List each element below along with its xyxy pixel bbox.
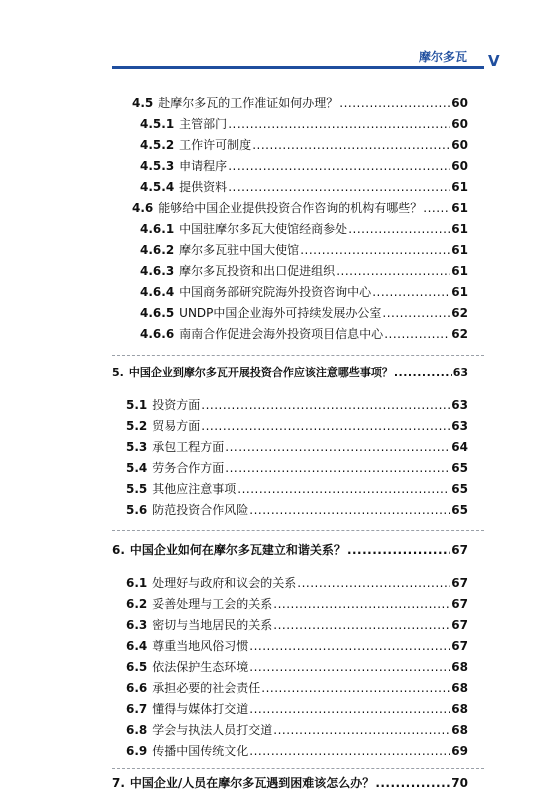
toc-entry-6-8[interactable]: 6.8 学会与执法人员打交道 ..... 68: [126, 723, 468, 738]
toc-chapter-6[interactable]: 6. 中国企业如何在摩尔多瓦建立和谐关系？ ..... 67: [112, 543, 468, 558]
toc-entry-4-6-6[interactable]: 4.6.6 南南合作促进会海外投资项目信息中心 ..... 62: [140, 327, 468, 342]
toc-entry-4-5-4[interactable]: 4.5.4 提供资料 ..... 61: [140, 180, 468, 195]
toc-entry-6-4[interactable]: 6.4 尊重当地风俗习惯 ..... 67: [126, 639, 468, 654]
toc-entry-5-4[interactable]: 5.4 劳务合作方面 ..... 65: [126, 461, 468, 476]
toc-entry-4-6-3[interactable]: 4.6.3 摩尔多瓦投资和出口促进组织 ..... 61: [140, 264, 468, 279]
toc-entry-4-6-5[interactable]: 4.6.5 UNDP中国企业海外可持续发展办公室 ..... 62: [140, 306, 468, 321]
toc-entry-6-7[interactable]: 6.7 懂得与媒体打交道 ..... 68: [126, 702, 468, 717]
toc-entry-4-6-4[interactable]: 4.6.4 中国商务部研究院海外投资咨询中心 ..... 61: [140, 285, 468, 300]
toc-entry-5-3[interactable]: 5.3 承包工程方面 ..... 64: [126, 440, 468, 455]
header-title: 摩尔多瓦: [418, 50, 467, 64]
toc-entry-5-2[interactable]: 5.2 贸易方面 ..... 63: [126, 419, 468, 434]
toc-entry-4-5-1[interactable]: 4.5.1 主管部门 ..... 60: [140, 117, 468, 132]
toc-entry-4-6-1[interactable]: 4.6.1 中国驻摩尔多瓦大使馆经商参处 ..... 61: [140, 222, 468, 237]
page-marker: V: [488, 52, 500, 70]
toc-chapter-5[interactable]: 5. 中国企业到摩尔多瓦开展投资合作应该注意哪些事项？ ..... 63: [112, 366, 468, 381]
toc-entry-6-9[interactable]: 6.9 传播中国传统文化 ..... 69: [126, 744, 468, 759]
section-divider: [112, 530, 484, 531]
toc-entry-6-3[interactable]: 6.3 密切与当地居民的关系 ..... 67: [126, 618, 468, 633]
toc-entry-5-5[interactable]: 5.5 其他应注意事项 ..... 65: [126, 482, 468, 497]
section-divider: [112, 355, 484, 356]
toc-entry-4-5[interactable]: 4.5 赴摩尔多瓦的工作准证如何办理？ ..... 60: [132, 96, 468, 111]
toc-entry-6-5[interactable]: 6.5 依法保护生态环境 ..... 68: [126, 660, 468, 675]
toc-entry-5-6[interactable]: 5.6 防范投资合作风险 ..... 65: [126, 503, 468, 518]
toc-entry-5-1[interactable]: 5.1 投资方面 ..... 63: [126, 398, 468, 413]
toc-entry-6-6[interactable]: 6.6 承担必要的社会责任 ..... 68: [126, 681, 468, 696]
toc-entry-6-1[interactable]: 6.1 处理好与政府和议会的关系 ..... 67: [126, 576, 468, 591]
toc-entry-4-6-2[interactable]: 4.6.2 摩尔多瓦驻中国大使馆 ..... 61: [140, 243, 468, 258]
toc-entry-6-2[interactable]: 6.2 妥善处理与工会的关系 ..... 67: [126, 597, 468, 612]
toc-entry-4-5-3[interactable]: 4.5.3 申请程序 ..... 60: [140, 159, 468, 174]
toc-entry-4-6[interactable]: 4.6 能够给中国企业提供投资合作咨询的机构有哪些？ ..... 61: [132, 201, 468, 216]
toc-entry-4-5-2[interactable]: 4.5.2 工作许可制度 ..... 60: [140, 138, 468, 153]
header-rule: [112, 66, 484, 69]
section-divider: [112, 768, 484, 769]
toc-chapter-7[interactable]: 7. 中国企业/人员在摩尔多瓦遇到困难该怎么办？ ..... 70: [112, 776, 468, 791]
